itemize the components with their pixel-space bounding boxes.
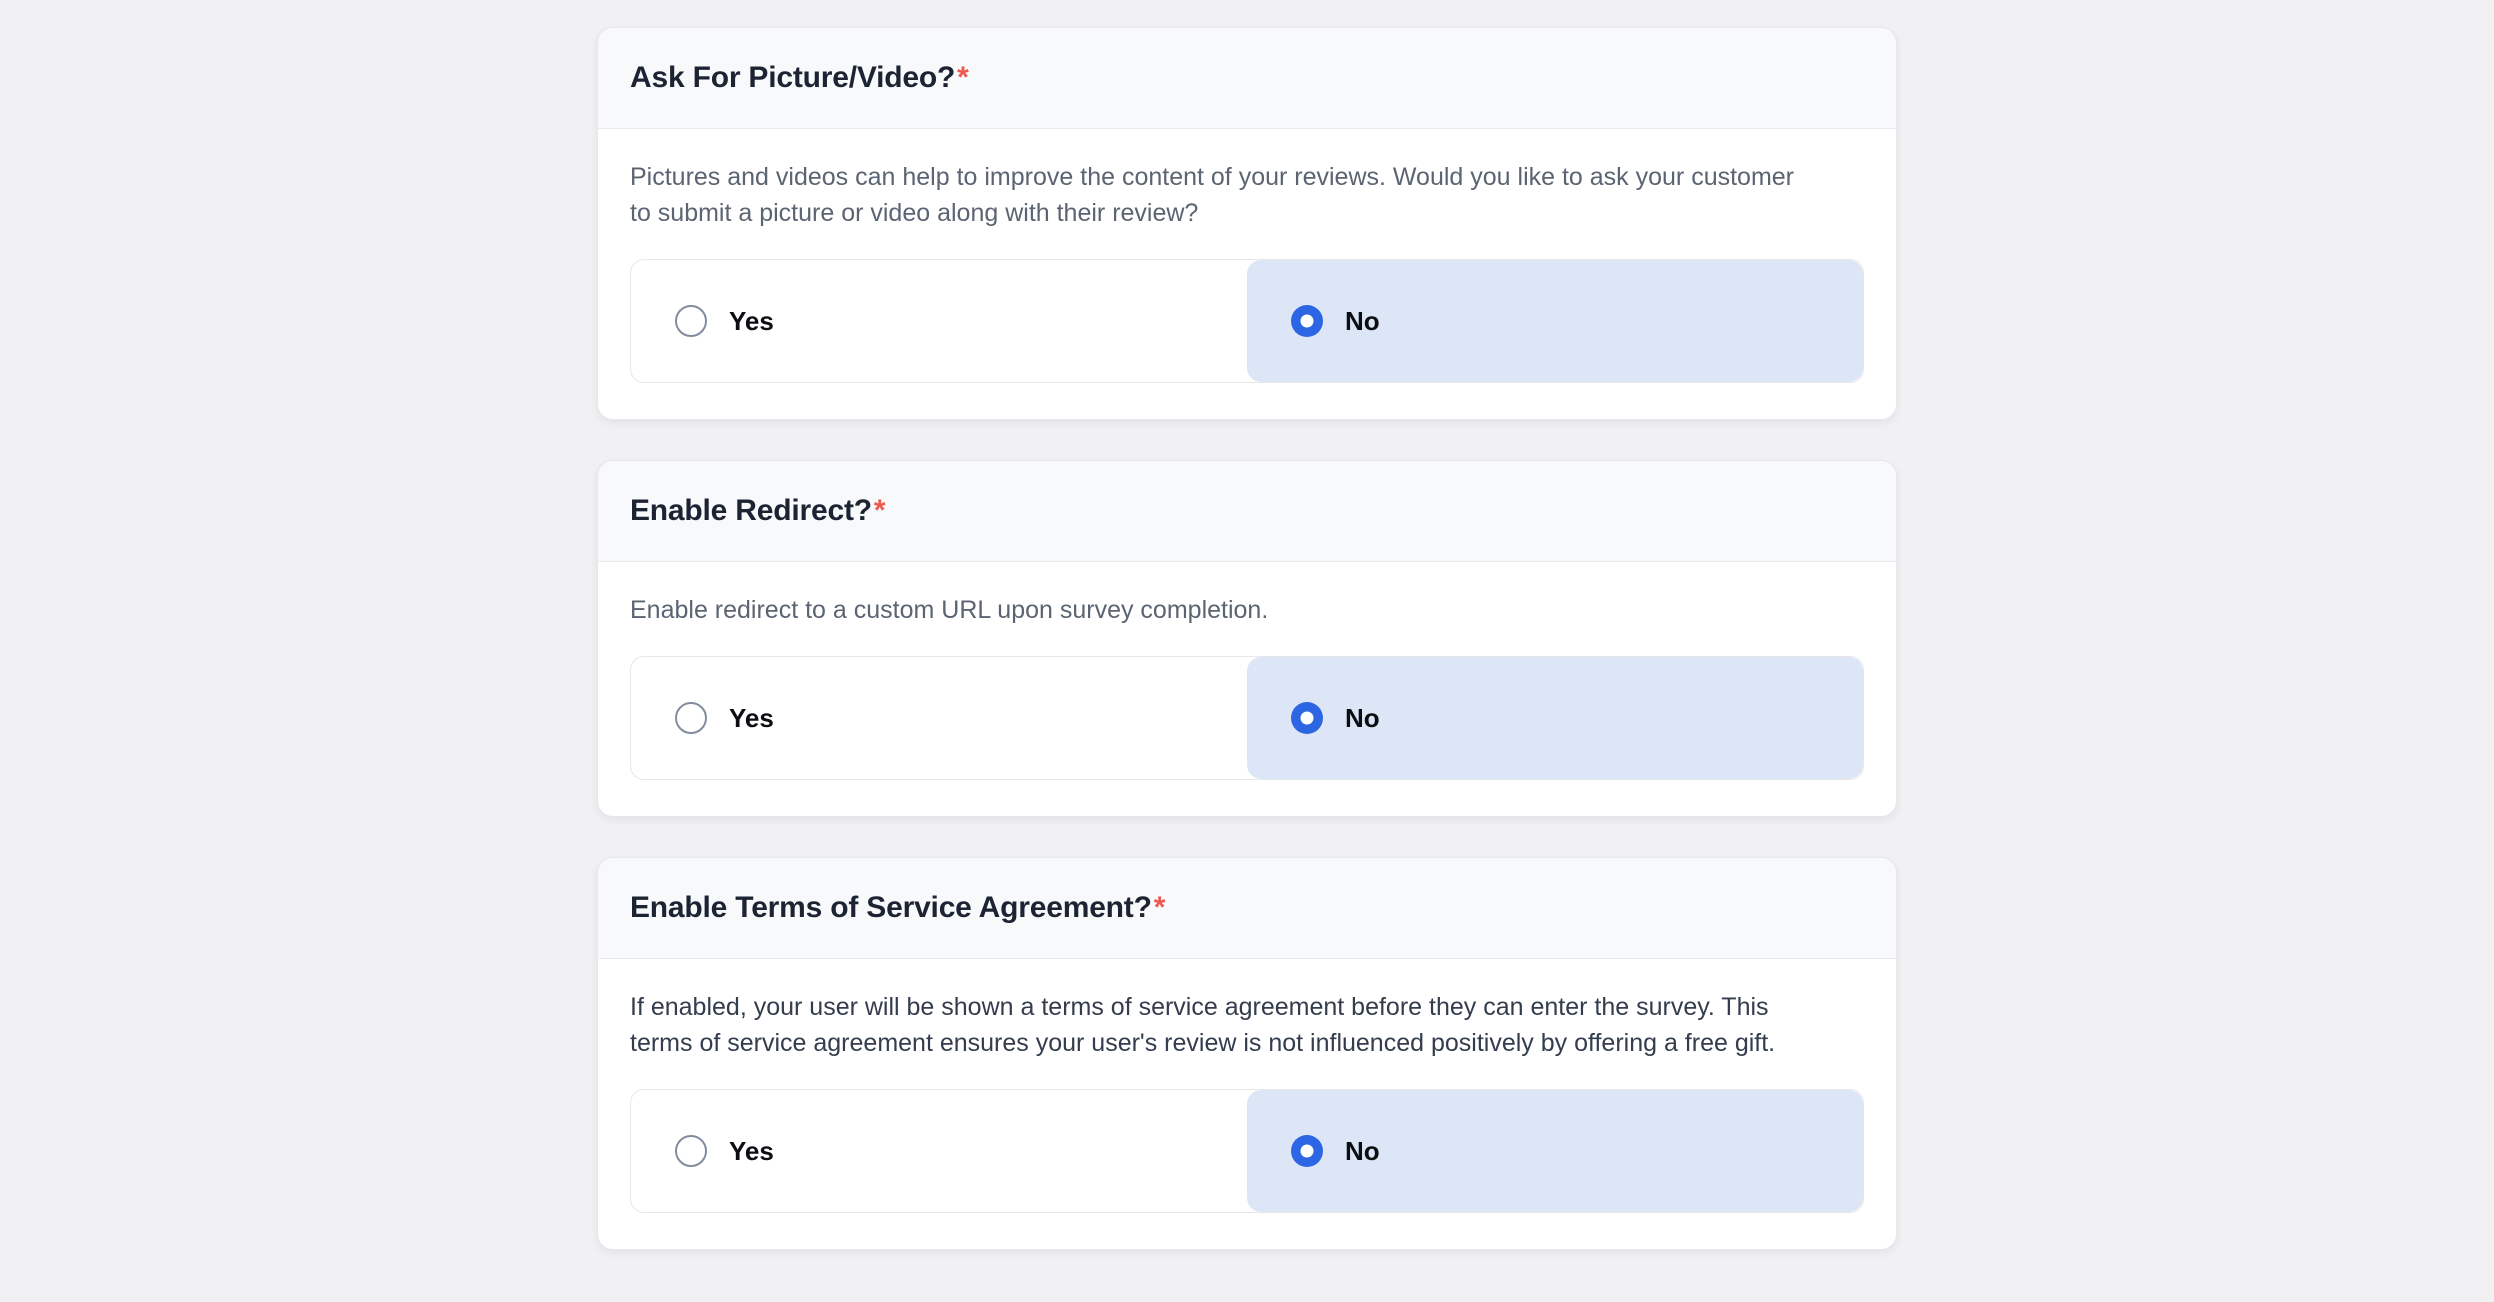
option-yes[interactable] — [631, 260, 1247, 382]
card-title-text: Ask For Picture/Video? — [630, 61, 956, 94]
card-description: Pictures and videos can help to improve the content of your reviews. Would you like to ask your customer to submit a picture or video along with their review? — [630, 163, 1795, 227]
card-description: Enable redirect to a custom URL upon survey completion. — [630, 596, 1269, 624]
card-header — [598, 858, 1896, 959]
card-body — [598, 129, 1896, 419]
card-title — [630, 493, 1864, 529]
option-no[interactable] — [1247, 657, 1863, 779]
option-label: No — [1345, 1135, 1380, 1166]
radio-icon[interactable] — [1291, 1135, 1323, 1167]
card-enable-terms-of-service — [597, 857, 1897, 1250]
option-label: Yes — [729, 1135, 774, 1166]
required-asterisk: * — [1153, 891, 1166, 924]
option-yes[interactable] — [631, 1090, 1247, 1212]
survey-settings-form — [597, 0, 1897, 1250]
card-body — [598, 562, 1896, 816]
option-no[interactable] — [1247, 1090, 1863, 1212]
card-title-text: Enable Terms of Service Agreement? — [630, 891, 1152, 924]
yes-no-segmented-control — [630, 656, 1864, 780]
required-asterisk: * — [957, 61, 969, 94]
yes-no-segmented-control — [630, 1089, 1864, 1213]
radio-icon[interactable] — [1291, 702, 1323, 734]
card-enable-redirect — [597, 460, 1897, 817]
card-title — [630, 60, 1864, 96]
required-asterisk: * — [873, 494, 886, 527]
card-title-text: Enable Redirect? — [630, 494, 872, 527]
card-ask-for-picture-video — [597, 27, 1897, 420]
yes-no-segmented-control — [630, 259, 1864, 383]
option-label: No — [1345, 702, 1380, 733]
radio-icon[interactable] — [675, 305, 707, 337]
option-label: No — [1345, 305, 1380, 336]
radio-icon[interactable] — [675, 1135, 707, 1167]
card-title — [630, 890, 1864, 926]
card-body — [598, 959, 1896, 1249]
card-header — [598, 461, 1896, 562]
option-yes[interactable] — [631, 657, 1247, 779]
option-label: Yes — [729, 702, 774, 733]
option-label: Yes — [729, 305, 774, 336]
card-header — [598, 28, 1896, 129]
radio-icon[interactable] — [675, 702, 707, 734]
radio-icon[interactable] — [1291, 305, 1323, 337]
option-no[interactable] — [1247, 260, 1863, 382]
card-description: If enabled, your user will be shown a terms of service agreement before they can enter the survey. This terms of service agreement ensures your user's review is not influenced positively by offering a free gift. — [630, 993, 1776, 1057]
